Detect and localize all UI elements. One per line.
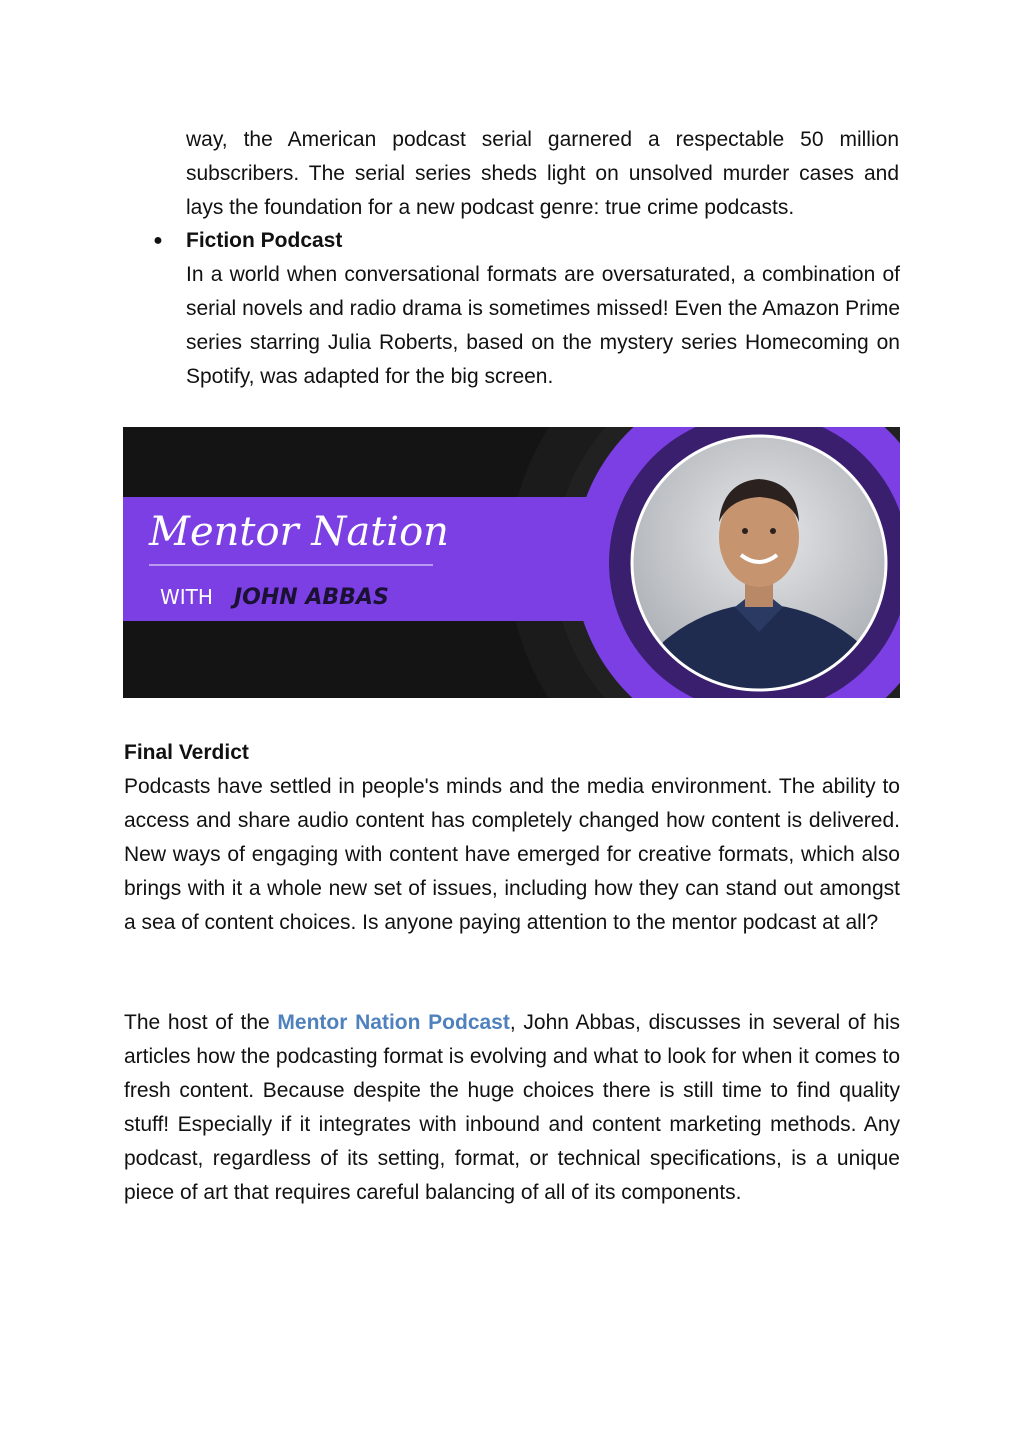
mentor-nation-banner <box>123 427 900 698</box>
host-paragraph-intro: The host of the <box>124 1011 278 1034</box>
banner-host-name: JOHN ABBAS <box>234 585 389 610</box>
host-paragraph-text: , John Abbas, discusses in several of his articles how the podcasting format is evolving and what to look for when it comes to fresh content. Because despite the huge choices there is still time to find quality stuff! Especially if it integrates with inbound and content marketing methods. Any podcast, regardless of its setting, format, or technical specifications, is a unique piece of art that requires careful balancing of all of its components. <box>124 1011 900 1204</box>
final-verdict-section <box>124 736 900 940</box>
list-item-title: Fiction Podcast <box>186 229 343 252</box>
mentor-nation-podcast-link[interactable]: Mentor Nation Podcast <box>277 1011 510 1034</box>
fiction-podcast-list-item <box>130 224 900 394</box>
bullet-icon: ● <box>153 232 163 249</box>
list-item-text: In a world when conversational formats are oversaturated, a combination of serial novels and radio drama is sometimes missed! Even the Amazon Prime series starring Julia Roberts, based on the mystery series Homecoming on Spotify, was adapted for the big screen. <box>186 263 900 388</box>
final-verdict-heading: Final Verdict <box>124 741 249 764</box>
banner-with-label: WITH <box>160 585 213 609</box>
final-verdict-text: Podcasts have settled in people's minds and the media environment. The ability to access and share audio content has completely changed how content is delivered. New ways of engaging with content have emerged for creative formats, which also brings with it a whole new set of issues, including how they can stand out amongst a sea of content choices. Is anyone paying attention to the mentor podcast at all? <box>124 775 900 934</box>
banner-title: Mentor Nation <box>149 509 449 555</box>
paragraph-text: way, the American podcast serial garnered a respectable 50 million subscribers. The serial series sheds light on unsolved murder cases and lays the foundation for a new podcast genre: true crime podcasts. <box>186 128 899 219</box>
host-paragraph <box>124 1006 900 1210</box>
serial-podcast-continuation <box>186 123 899 225</box>
